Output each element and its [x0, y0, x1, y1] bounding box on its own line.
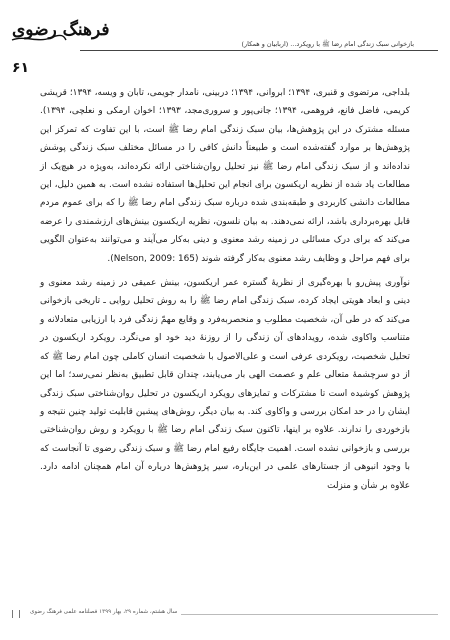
header-rule — [80, 50, 438, 51]
page-footer — [12, 608, 438, 622]
footer-rule — [138, 614, 438, 615]
running-head: بازخوانی سبک زندگی امام رضا ﷺ با رویکرد... (اربابیان و همکار) — [241, 40, 414, 48]
footer-mark-icon — [12, 610, 20, 618]
footer-text: سال هشتم، شماره ۲۹، بهار ۱۳۹۹ فصلنامه علمی فرهنگ رضوی — [26, 609, 181, 615]
paragraph-1: بلداجی، مرتضوی و قنبری، ۱۳۹۴؛ ابروانی، ۱۳۹۴؛ دربینی، نامدار جویمی، تابان و ویسه، ۱۳۹۴؛ قریشی کریمی، فاضل فانع، فروهمی، ۱۳۹۴؛ جانی‌پور و سروری‌مجد، ۱۳۹۳؛ اخوان ارمکی و نعلچی، ۱۳۹۴). مسئله مشترک در این پژوهش‌ها، بیان سبک زندگی امام رضا ﷺ است، با این تفاوت که تمرکز این پژوهش‌ها بر موارد گفته‌شده است و طبیعتاً دانش کافی را در مسائل مختلف سبک زندگی پوشش نداده‌اند و از سبک زندگی امام رضا ﷺ نیز تحلیل روان‌شناختی ارائه نکرده‌اند، به‌ویژه در هیچ‌یک از مطالعات یاد شده از نظریه اریکسون برای انجام این تحلیل‌ها استفاده نشده است. به همین دلیل، این مطالعات دانشی کاربردی و طبقه‌بندی شده درباره سبک زندگی امام رضا ﷺ را که برای عموم مردم قابل بهره‌برداری باشد، ارائه نمی‌دهند. به بیان نلسون، نظریه اریکسون بینش‌های ارزشمندی را عرضه می‌کند که برای درک مسائلی در زمینه رشد معنوی و دینی به‌کار می‌آیند و می‌توانند به‌عنوان الگویی برای فهم مراحل و وظایف رشد معنوی به‌کار گرفته شوند (Nelson, 2009: 165). — [40, 88, 411, 264]
body-text — [40, 84, 410, 495]
journal-logo: فرهنگ رضوی — [12, 20, 110, 40]
paragraph-2: نوآوری پیش‌رو با بهره‌گیری از نظریهٔ گستره عمر اریکسون، بینش عمیقی در زمینه رشد معنوی و دینی و ابعاد هویتی ایجاد کرده، سبک زندگی امام رضا ﷺ را به روش تحلیل روایی ـ تاریخی بازخوانی می‌کند که در طی آن، شخصیت مطلوب و منحصربه‌فرد و وقایع مهمّ زندگی فرد با ارزیابی متعادلانه و متناسب واکاوی شده، رویدادهای آن زندگی را از روزنهٔ دید خود او می‌نگرد. رویکرد اریکسون در تحلیل شخصیت، رویکردی عرفی است و علی‌الاصول با شخصیت انسان کاملی چون امام رضا ﷺ که از دو سرچشمهٔ متعالی علم و عصمت الهی بار می‌یابند، چندان قابل تطبیق به‌نظر نمی‌رسد؛ اما این پژوهش کوشیده است تا مشترکات و تمایزهای رویکرد اریکسون در تحلیل روان‌شناختی سبک زندگی ایشان را در حد امکان بررسی و واکاوی کند. به بیان دیگر، روش‌های پیشین قابلیت تولید چنین نتیجه و بازخوردی را ندارند. علاوه بر اینها، تاکنون سبک زندگی امام رضا ﷺ با رویکرد و روش روان‌شناختی بررسی و بازخوانی نشده است. اهمیت جایگاه رفیع امام رضا ﷺ و سبک زندگی رضوی تا آنجاست که با وجود انبوهی از جستارهای علمی در این‌باره، سیر پژوهش‌ها درباره آن امام همچنان ادامه دارد. علاوه بر شأن و منزلت — [40, 278, 410, 491]
logo-swash-icon — [10, 34, 68, 44]
page-number: ۶۱ — [12, 60, 30, 76]
